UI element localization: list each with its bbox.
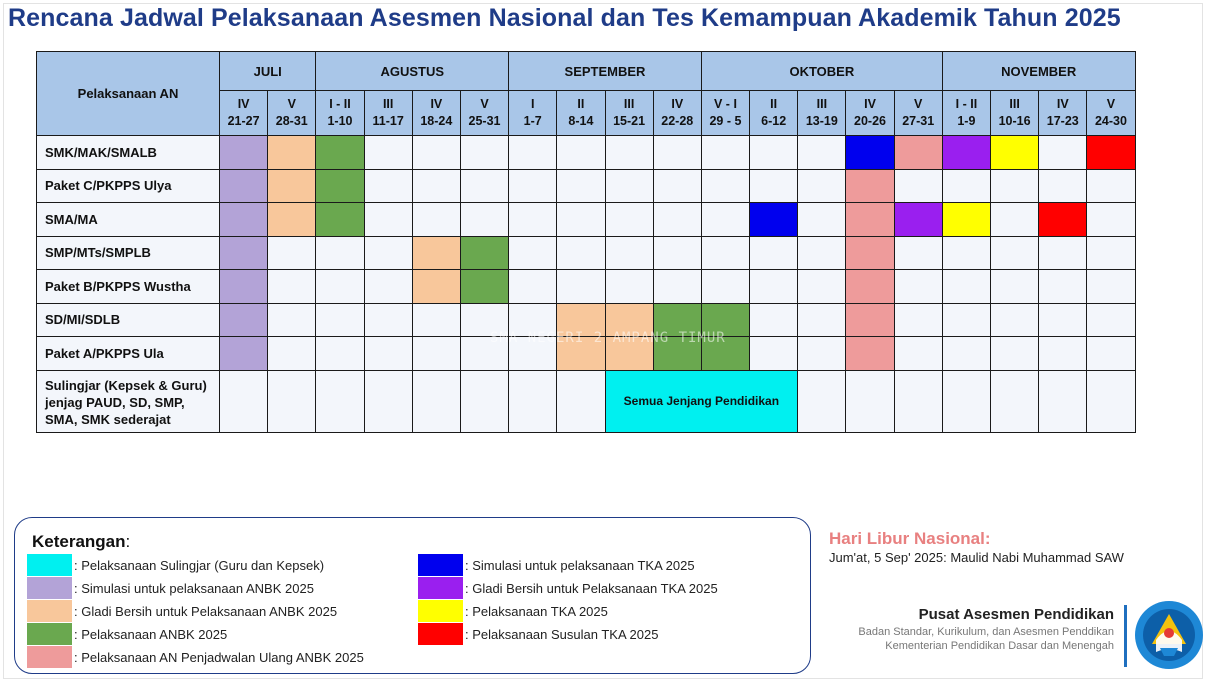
legend-label: : Pelaksanaan TKA 2025 (465, 603, 608, 619)
schedule-cell (798, 136, 846, 170)
week-number: III (1009, 97, 1020, 111)
schedule-cell (1087, 203, 1135, 237)
legend-item (27, 600, 337, 622)
schedule-cell (364, 303, 412, 337)
schedule-cell (412, 337, 460, 371)
schedule-cell (557, 136, 605, 170)
legend-swatch (418, 577, 463, 599)
row-label: SD/MI/SDLB (37, 303, 220, 337)
schedule-cell (1087, 337, 1135, 371)
schedule-cell (798, 236, 846, 270)
week-header (701, 91, 749, 136)
week-date-range: 22-28 (661, 114, 694, 128)
schedule-cell (316, 169, 364, 203)
schedule-cell (750, 203, 798, 237)
schedule-cell (268, 236, 316, 270)
schedule-cell (1039, 337, 1087, 371)
schedule-cell (268, 303, 316, 337)
week-header (1039, 91, 1087, 136)
schedule-cell (412, 203, 460, 237)
schedule-cell (894, 136, 942, 170)
schedule-cell (364, 169, 412, 203)
legend-label: : Gladi Bersih untuk Pelaksanaan ANBK 2025 (74, 603, 338, 619)
week-date-range: 13-19 (805, 114, 838, 128)
row-label: SMP/MTs/SMPLB (37, 236, 220, 270)
schedule-cell (220, 303, 268, 337)
week-number: II (577, 97, 585, 111)
week-header (605, 91, 653, 136)
schedule-cell (750, 337, 798, 371)
schedule-cell (798, 303, 846, 337)
week-number: II (770, 97, 778, 111)
legend-label: : Simulasi untuk pelaksanaan ANBK 2025 (74, 580, 314, 596)
schedule-cell (509, 270, 557, 304)
legend-item (418, 600, 608, 622)
row-label: Paket A/PKPPS Ula (37, 337, 220, 371)
schedule-cell (1087, 370, 1135, 432)
week-date-range: 11-17 (372, 114, 404, 128)
schedule-cell (1039, 169, 1087, 203)
schedule-cell (894, 203, 942, 237)
schedule-cell (846, 169, 894, 203)
page-title: Rencana Jadwal Pelaksanaan Asesmen Nasional dan Tes Kemampuan Akademik Tahun 2025 (8, 4, 1121, 32)
schedule-cell (991, 370, 1039, 432)
schedule-cell (653, 136, 701, 170)
schedule-cell (316, 370, 364, 432)
schedule-cell (364, 136, 412, 170)
week-number: V - I (714, 97, 737, 111)
week-date-range: 21-27 (227, 114, 260, 128)
schedule-cell (942, 303, 990, 337)
schedule-cell (316, 270, 364, 304)
schedule-cell (220, 136, 268, 170)
schedule-cell (268, 169, 316, 203)
week-number: IV (864, 97, 876, 111)
schedule-cell (942, 270, 990, 304)
schedule-cell (991, 203, 1039, 237)
week-date-range: 20-26 (854, 114, 887, 128)
holiday-text: Jum'at, 5 Sep' 2025: Maulid Nabi Muhammad SAW (829, 550, 1124, 565)
schedule-cell (846, 303, 894, 337)
schedule-cell (460, 236, 508, 270)
week-number: I - II (329, 97, 351, 111)
schedule-cell (316, 303, 364, 337)
schedule-cell (894, 169, 942, 203)
schedule-cell (1039, 270, 1087, 304)
schedule-cell (846, 203, 894, 237)
schedule-row (37, 203, 1136, 237)
week-date-range: 1-7 (523, 114, 542, 128)
schedule-cell (1039, 236, 1087, 270)
schedule-row (37, 169, 1136, 203)
schedule-cell (460, 203, 508, 237)
schedule-cell (942, 236, 990, 270)
week-header (509, 91, 557, 136)
schedule-cell (991, 136, 1039, 170)
schedule-cell (460, 370, 508, 432)
schedule-cell (942, 169, 990, 203)
legend-swatch (418, 623, 463, 645)
legend-swatch (27, 600, 72, 622)
month-header-november: NOVEMBER (942, 52, 1135, 91)
schedule-cell (509, 169, 557, 203)
schedule-cell (798, 337, 846, 371)
week-header (364, 91, 412, 136)
schedule-cell (220, 370, 268, 432)
week-header (316, 91, 364, 136)
legend-swatch (27, 646, 72, 668)
week-number: III (816, 97, 828, 111)
legend-title: Keterangan: (32, 532, 131, 551)
schedule-cell (557, 169, 605, 203)
week-header (798, 91, 846, 136)
schedule-cell (653, 203, 701, 237)
schedule-cell (991, 270, 1039, 304)
holiday-title: Hari Libur Nasional: (829, 529, 991, 548)
schedule-cell (1087, 303, 1135, 337)
legend-label: : Pelaksanaan Susulan TKA 2025 (465, 626, 659, 642)
month-header-agustus: AGUSTUS (316, 52, 509, 91)
week-date-range: 15-21 (613, 114, 646, 128)
schedule-cell (557, 270, 605, 304)
schedule-cell (653, 236, 701, 270)
legend-swatch (27, 577, 72, 599)
schedule-cell (412, 136, 460, 170)
schedule-cell (364, 337, 412, 371)
week-number: I - II (955, 97, 978, 111)
week-date-range: 6-12 (761, 114, 787, 128)
week-date-range: 24-30 (1094, 114, 1127, 128)
row-label-header: Pelaksanaan AN (37, 52, 220, 136)
legend-label: : Simulasi untuk pelaksanaan TKA 2025 (465, 557, 695, 573)
schedule-cell (1087, 270, 1135, 304)
schedule-cell (846, 337, 894, 371)
schedule-cell (701, 169, 749, 203)
schedule-cell (509, 236, 557, 270)
week-date-range: 28-31 (275, 114, 308, 128)
schedule-cell (460, 270, 508, 304)
schedule-cell (942, 136, 990, 170)
schedule-cell (509, 203, 557, 237)
schedule-cell (509, 370, 557, 432)
week-date-range: 1-10 (327, 114, 353, 128)
schedule-cell (894, 236, 942, 270)
schedule-cell (701, 270, 749, 304)
week-number: I (530, 97, 535, 111)
week-header (268, 91, 316, 136)
schedule-cell (894, 303, 942, 337)
schedule-cell (894, 270, 942, 304)
schedule-table (36, 51, 1136, 433)
legend-item (27, 623, 227, 645)
legend-swatch (27, 554, 72, 576)
row-label: Paket C/PKPPS Ulya (37, 169, 220, 203)
schedule-cell (412, 370, 460, 432)
legend-swatch (418, 554, 463, 576)
schedule-cell (1087, 236, 1135, 270)
week-number: V (287, 97, 296, 111)
schedule-cell (750, 169, 798, 203)
legend-swatch (418, 600, 463, 622)
schedule-row-sulingjar (37, 370, 1136, 432)
schedule-cell (605, 169, 653, 203)
schedule-cell (991, 236, 1039, 270)
week-number: V (914, 97, 923, 111)
schedule-cell (894, 337, 942, 371)
week-number: IV (430, 97, 443, 111)
week-date-range: 8-14 (568, 114, 594, 128)
schedule-cell (798, 370, 846, 432)
schedule-cell (268, 370, 316, 432)
schedule-row (37, 236, 1136, 270)
schedule-cell (316, 337, 364, 371)
schedule-cell (220, 236, 268, 270)
schedule-cell (509, 136, 557, 170)
week-header (412, 91, 460, 136)
org-subtitle-2: Kementerian Pendidikan Dasar dan Menengah (885, 640, 1114, 652)
legend-item (418, 623, 658, 645)
month-header-juli: JULI (220, 52, 316, 91)
schedule-cell (316, 203, 364, 237)
sulingjar-span-cell: Semua Jenjang Pendidikan (605, 370, 798, 432)
schedule-cell (798, 203, 846, 237)
legend-item (27, 577, 314, 599)
schedule-cell (220, 270, 268, 304)
legend-item (418, 577, 718, 599)
week-date-range: 17-23 (1046, 114, 1079, 128)
schedule-cell (605, 236, 653, 270)
schedule-cell (991, 303, 1039, 337)
schedule-cell (412, 236, 460, 270)
schedule-cell (653, 270, 701, 304)
schedule-cell (557, 236, 605, 270)
legend-label: : Pelaksanaan AN Penjadwalan Ulang ANBK 2025 (74, 649, 364, 665)
week-header (460, 91, 508, 136)
week-date-range: 1-9 (957, 114, 976, 128)
schedule-cell (268, 270, 316, 304)
schedule-cell (220, 337, 268, 371)
schedule-cell (220, 169, 268, 203)
schedule-cell (557, 203, 605, 237)
schedule-cell (557, 370, 605, 432)
week-number: IV (1056, 97, 1069, 111)
org-divider (1124, 605, 1127, 667)
week-header (220, 91, 268, 136)
schedule-cell (750, 136, 798, 170)
week-number: III (623, 97, 635, 111)
schedule-cell (364, 236, 412, 270)
week-header (750, 91, 798, 136)
week-number: V (480, 97, 489, 111)
row-label: SMA/MA (37, 203, 220, 237)
legend-item (27, 554, 324, 576)
schedule-cell (364, 370, 412, 432)
row-label: Sulingjar (Kepsek & Guru) jenjag PAUD, SD, SMP, SMA, SMK sederajat (37, 370, 220, 432)
schedule-cell (268, 337, 316, 371)
schedule-cell (220, 203, 268, 237)
week-header (846, 91, 894, 136)
row-label: SMK/MAK/SMALB (37, 136, 220, 170)
month-header-september: SEPTEMBER (509, 52, 702, 91)
schedule-cell (942, 337, 990, 371)
schedule-cell (798, 270, 846, 304)
week-header (1087, 91, 1135, 136)
schedule-cell (364, 270, 412, 304)
legend-item (27, 646, 364, 668)
schedule-cell (460, 169, 508, 203)
legend-box (14, 517, 811, 674)
schedule-cell (750, 270, 798, 304)
schedule-cell (701, 136, 749, 170)
schedule-cell (798, 169, 846, 203)
week-number: V (1106, 97, 1116, 111)
watermark-text: SMA NEGERI 2 AMPANG TIMUR (490, 330, 726, 346)
schedule-cell (846, 270, 894, 304)
schedule-cell (605, 270, 653, 304)
legend-label: : Pelaksanaan Sulingjar (Guru dan Kepsek) (74, 557, 325, 573)
org-name: Pusat Asesmen Pendidikan (918, 606, 1114, 623)
schedule-cell (316, 236, 364, 270)
schedule-cell (991, 169, 1039, 203)
schedule-cell (1087, 136, 1135, 170)
schedule-cell (942, 370, 990, 432)
schedule-cell (1039, 303, 1087, 337)
schedule-cell (1039, 370, 1087, 432)
legend-label: : Gladi Bersih untuk Pelaksanaan TKA 2025 (465, 580, 718, 596)
week-number: IV (671, 97, 684, 111)
schedule-cell (412, 303, 460, 337)
month-header-row (37, 52, 1136, 91)
schedule-cell (942, 203, 990, 237)
tut-wuri-handayani-logo-icon (1134, 600, 1204, 670)
schedule-cell (1039, 136, 1087, 170)
schedule-cell (268, 203, 316, 237)
schedule-cell (605, 203, 653, 237)
week-header (653, 91, 701, 136)
week-date-range: 29 - 5 (709, 114, 742, 128)
legend-item (418, 554, 695, 576)
legend-swatch (27, 623, 72, 645)
month-header-oktober: OKTOBER (701, 52, 942, 91)
week-number: IV (237, 97, 250, 111)
schedule-cell (701, 203, 749, 237)
schedule-cell (991, 337, 1039, 371)
schedule-cell (750, 236, 798, 270)
week-date-range: 10-16 (998, 114, 1031, 128)
schedule-cell (846, 236, 894, 270)
week-number: III (382, 97, 394, 111)
schedule-cell (653, 169, 701, 203)
schedule-cell (1039, 203, 1087, 237)
schedule-cell (846, 136, 894, 170)
week-date-range: 27-31 (902, 114, 935, 128)
week-header (942, 91, 990, 136)
schedule-cell (894, 370, 942, 432)
week-header (894, 91, 942, 136)
legend-label: : Pelaksanaan ANBK 2025 (74, 626, 228, 642)
schedule-cell (412, 270, 460, 304)
week-header (991, 91, 1039, 136)
week-date-range: 18-24 (420, 114, 453, 128)
schedule-cell (750, 303, 798, 337)
schedule-row (37, 270, 1136, 304)
week-header (557, 91, 605, 136)
row-label: Paket B/PKPPS Wustha (37, 270, 220, 304)
schedule-row (37, 136, 1136, 170)
schedule-cell (846, 370, 894, 432)
schedule-cell (364, 203, 412, 237)
schedule-cell (316, 136, 364, 170)
schedule-cell (1087, 169, 1135, 203)
org-subtitle-1: Badan Standar, Kurikulum, dan Asesmen Penddikan (858, 626, 1114, 638)
schedule-cell (605, 136, 653, 170)
week-date-range: 25-31 (468, 114, 501, 128)
schedule-cell (701, 236, 749, 270)
schedule-cell (460, 136, 508, 170)
schedule-cell (412, 169, 460, 203)
schedule-cell (268, 136, 316, 170)
